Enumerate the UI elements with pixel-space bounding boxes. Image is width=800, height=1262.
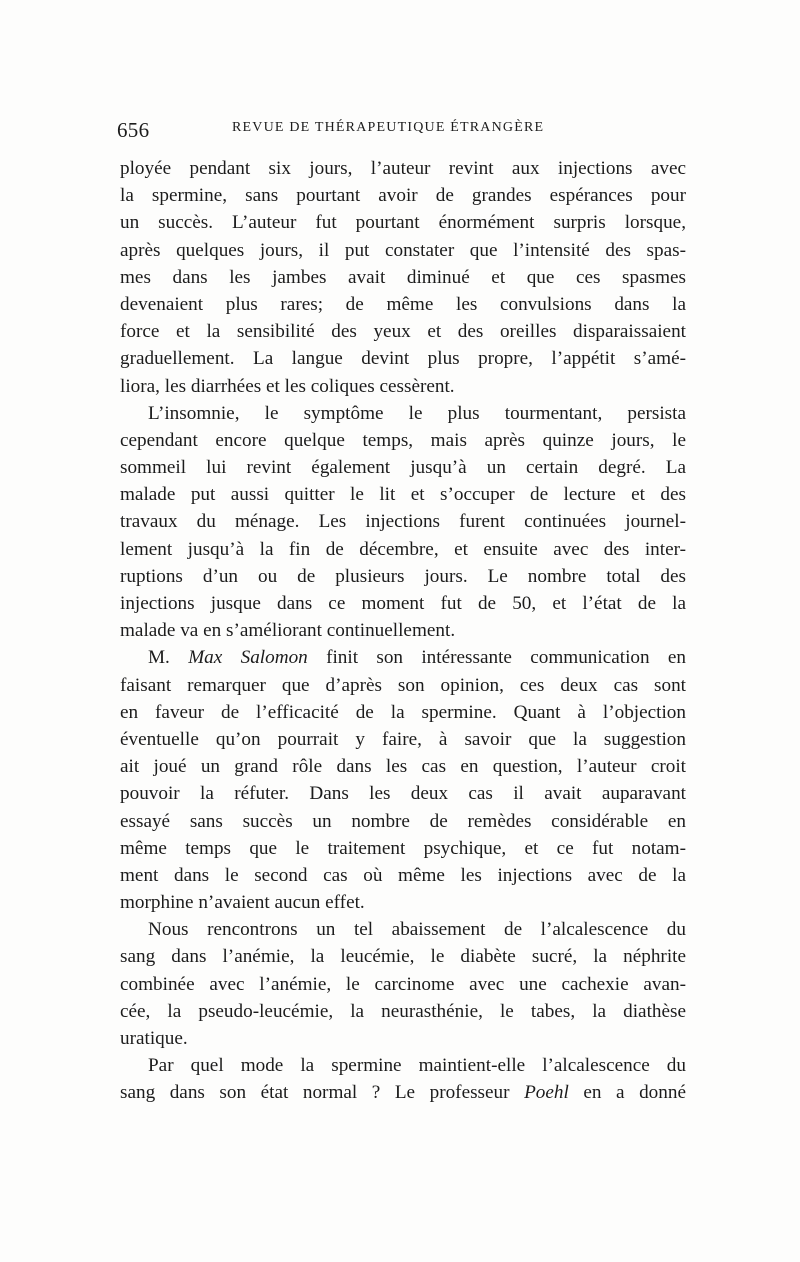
text-line: même temps que le traitement psychique, et ce fut notam- (120, 837, 686, 859)
text-line: injections jusque dans ce moment fut de 50, et l’état de la (120, 593, 686, 614)
text-line: cependant encore quelque temps, mais après quinze jours, le (120, 429, 686, 451)
page-header (117, 118, 687, 142)
text-segment: finit son intéressante communication en (307, 647, 687, 669)
text-line: ait joué un grand rôle dans les cas en question, l’auteur croit (120, 756, 686, 778)
text-line: essayé sans succès un nombre de remèdes considérable en (120, 810, 686, 832)
text-line: pouvoir la réfuter. Dans les deux cas il avait auparavant (120, 783, 686, 805)
text-line: morphine n’avaient aucun effet. (120, 892, 365, 914)
text-line: uratique. (120, 1028, 188, 1049)
text-line: graduellement. La langue devint plus propre, l’appétit s’amé- (120, 348, 686, 370)
text-line: éventuelle qu’on pourrait y faire, à savoir que la suggestion (120, 728, 686, 750)
text-line: force et la sensibilité des yeux et des oreilles disparaissaient (120, 321, 686, 343)
text-line: L’insomnie, le symptôme le plus tourmentant, persista (148, 402, 686, 424)
text-line: après quelques jours, il put constater que l’intensité des spas- (120, 239, 686, 261)
text-line: malade va en s’améliorant continuellement. (120, 620, 456, 642)
text-line: ment dans le second cas où même les injections avec de la (120, 864, 686, 886)
text-line: ployée pendant six jours, l’auteur revint aux injections avec (120, 158, 686, 179)
text-line (120, 644, 686, 671)
text-line (120, 1079, 686, 1106)
text-line: Nous rencontrons un tel abaissement de l’alcalescence du (148, 919, 686, 941)
text-line: cée, la pseudo-leucémie, la neurasthénie, le tabes, la diathèse (120, 1000, 686, 1022)
text-segment: M. (148, 647, 189, 669)
text-line: Par quel mode la spermine maintient-elle l’alcalescence du (148, 1055, 686, 1077)
text-line: malade put aussi quitter le lit et s’occuper de lecture et des (120, 484, 686, 506)
text-segment: en a donné (568, 1082, 686, 1104)
running-head: REVUE DE THÉRAPEUTIQUE ÉTRANGÈRE (232, 120, 545, 135)
text-line: devenaient plus rares; de même les convulsions dans la (120, 293, 686, 315)
text-line: un succès. L’auteur fut pourtant énormément surpris lorsque, (120, 212, 686, 234)
text-line: travaux du ménage. Les injections furent continuées journel- (120, 511, 686, 533)
text-segment: sang dans son état normal ? Le professeur (120, 1082, 525, 1104)
text-line: faisant remarquer que d’après son opinion, ces deux cas sont (120, 674, 686, 696)
text-line: mes dans les jambes avait diminué et que ces spasmes (120, 266, 686, 288)
author-name: Poehl (524, 1082, 569, 1104)
body-text (120, 155, 686, 1107)
text-line: ruptions d’un ou de plusieurs jours. Le nombre total des (120, 565, 686, 587)
text-line: sommeil lui revint également jusqu’à un certain degré. La (120, 457, 686, 479)
text-line: combinée avec l’anémie, le carcinome avec une cachexie avan- (120, 973, 686, 995)
text-line: sang dans l’anémie, la leucémie, le diabète sucré, la néphrite (120, 946, 686, 968)
page-number: 656 (117, 118, 150, 142)
author-name: Max Salomon (188, 647, 308, 669)
text-line: la spermine, sans pourtant avoir de grandes espérances pour (120, 185, 686, 207)
text-line: lement jusqu’à la fin de décembre, et ensuite avec des inter- (120, 538, 686, 560)
text-line: en faveur de l’efficacité de la spermine. Quant à l’objection (120, 701, 686, 723)
text-line: liora, les diarrhées et les coliques cessèrent. (120, 375, 455, 397)
